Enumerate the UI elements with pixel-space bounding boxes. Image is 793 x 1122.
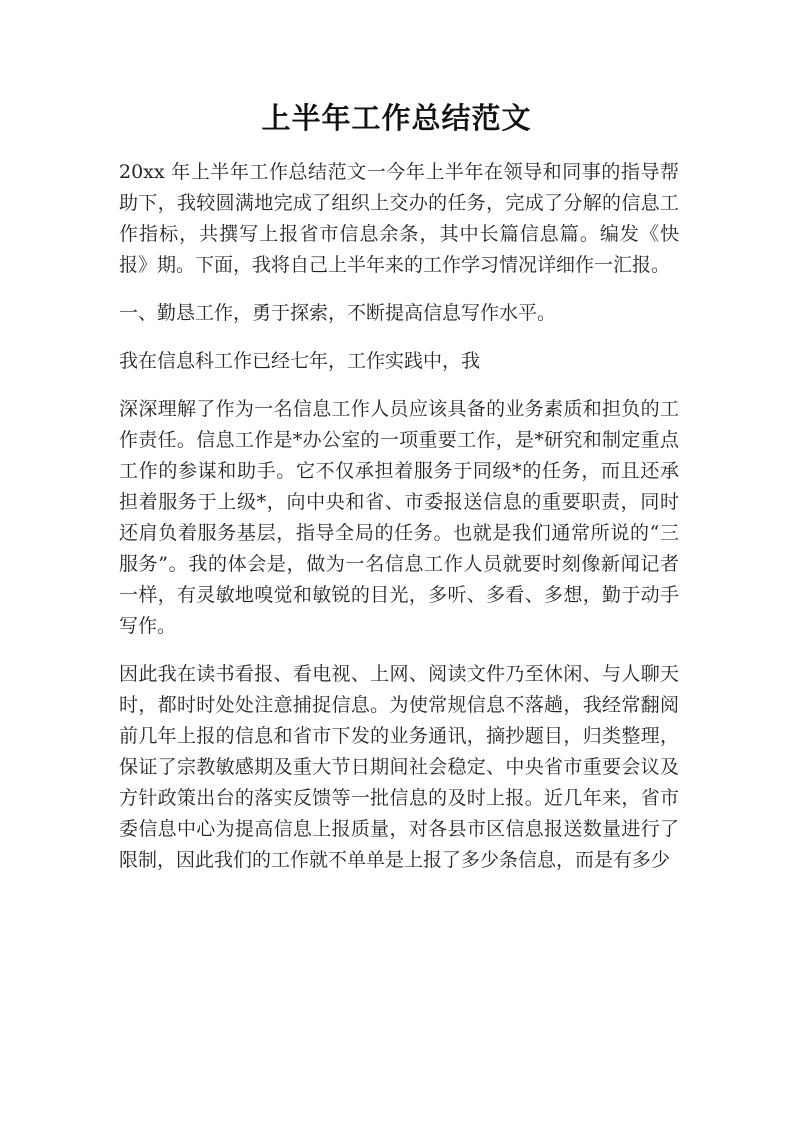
- document-title: 上半年工作总结范文: [261, 101, 532, 135]
- document-body: [119, 157, 679, 893]
- paragraph-experience: 我在信息科工作已经七年，工作实践中，我: [119, 350, 481, 372]
- section-heading: 一、勤恳工作，勇于探索，不断提高信息写作水平。: [119, 302, 557, 324]
- paragraph-information-gathering: 因此我在读书看报、看电视、上网、阅读文件乃至休闲、与人聊天时，都时时处处注意捕捉信息。为使常规信息不落趟，我经常翻阅前几年上报的信息和省市下发的业务通讯，摘抄题目，归类整理，保证了宗教敏感期及重大节日期间社会稳定、中央省市重要会议及方针政策出台的落实反馈等一批信息的及时上报。近几年来，省市委信息中心为提高信息上报质量，对各县市区信息报送数量进行了限制，因此我们的工作就不单单是上报了多少条信息，而是有多少: [119, 663, 679, 871]
- paragraph-responsibility: 深深理解了作为一名信息工作人员应该具备的业务素质和担负的工作责任。信息工作是*办公室的一项重要工作，是*研究和制定重点工作的参谋和助手。它不仅承担着服务于同级*的任务，而且还承担着服务于上级*，向中央和省、市委报送信息的重要职责，同时还肩负着服务基层，指导全局的任务。也就是我们通常所说的“三服务”。我的体会是，做为一名信息工作人员就要时刻像新闻记者一样，有灵敏地嗅觉和敏锐的目光，多听、多看、多想，勤于动手写作。: [119, 398, 679, 637]
- paragraph-intro: 20xx 年上半年工作总结范文一今年上半年在领导和同事的指导帮助下，我较圆满地完成了组织上交办的任务，完成了分解的信息工作指标，共撰写上报省市信息余条，其中长篇信息篇。编发《快报》期。下面，我将自己上半年来的工作学习情况详细作一汇报。: [119, 161, 679, 276]
